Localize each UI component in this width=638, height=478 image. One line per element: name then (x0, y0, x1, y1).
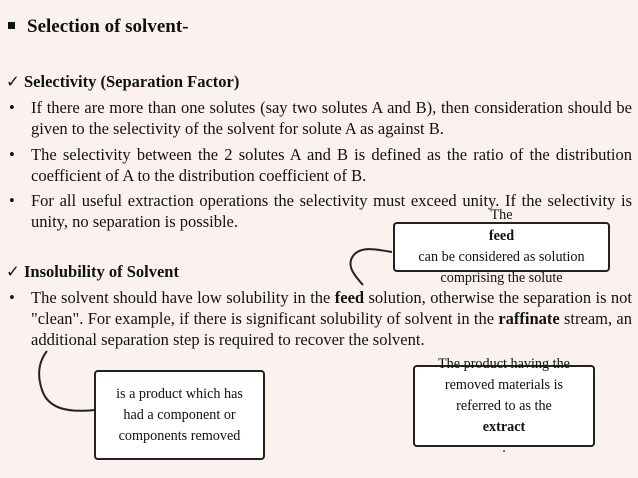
bullet-dot-icon: • (9, 288, 15, 307)
feed-term: feed (334, 288, 365, 307)
bullet-dot-icon: • (9, 98, 15, 117)
insolubility-bullet-text: The solvent should have low solubility in the feed solution, otherwise the separation is not "clean". For example, if there is significant solubility of solvent in the raffinate stream, an additional separation step is required to recover the solvent. (31, 288, 632, 349)
feed-callout: The feed can be considered as solution comprising the solute (393, 222, 610, 272)
checkmark-icon: ✓ (6, 262, 20, 281)
feed-callout-connector (350, 249, 392, 285)
slide-title: Selection of solvent- (8, 16, 188, 38)
raffinate-callout-connector (39, 351, 95, 411)
section-heading-selectivity: ✓ Selectivity (Separation Factor) (6, 72, 240, 91)
bullet-dot-icon: • (9, 191, 15, 210)
square-bullet-icon (8, 22, 15, 29)
raffinate-callout: is a product which has had a component or components removed (94, 370, 265, 460)
extract-callout: The product having the removed materials is referred to as the extract . (413, 365, 595, 447)
section-heading-insolubility: ✓ Insolubility of Solvent (6, 262, 179, 281)
checkmark-icon: ✓ (6, 72, 20, 91)
bullet-dot-icon: • (9, 145, 15, 164)
raffinate-term: raffinate (498, 309, 560, 328)
